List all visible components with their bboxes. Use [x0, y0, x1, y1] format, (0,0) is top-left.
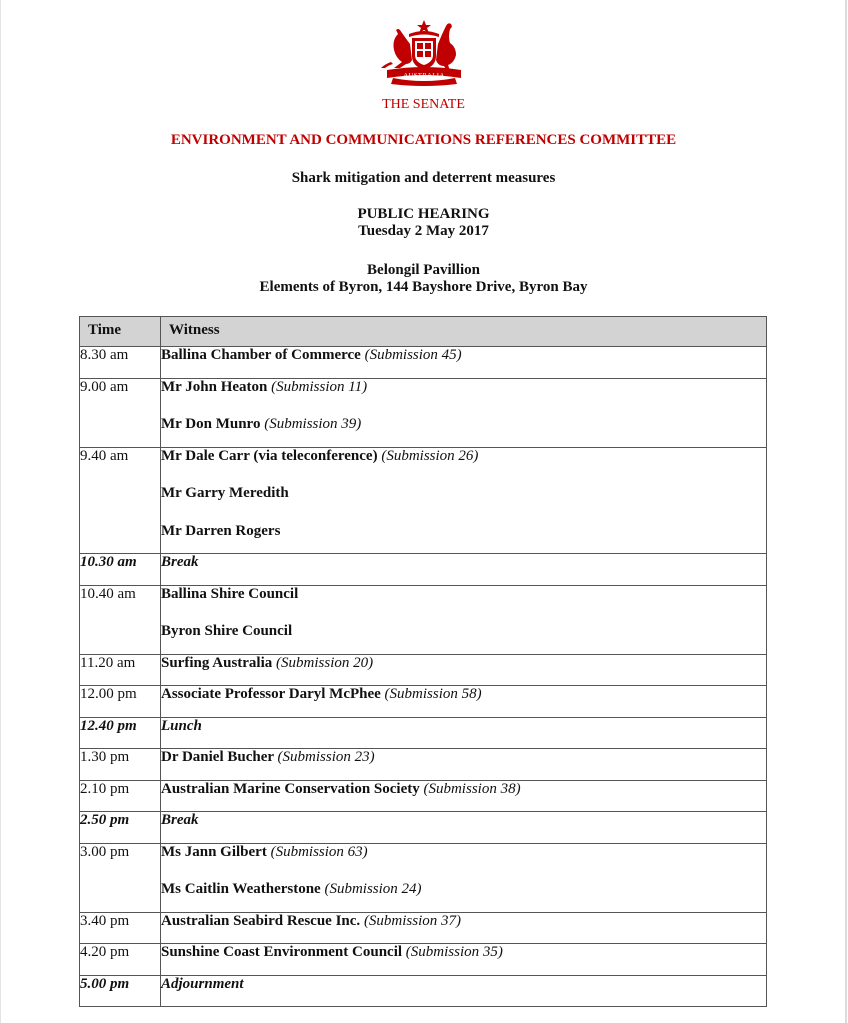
witness-name: Ballina Chamber of Commerce: [161, 347, 361, 363]
witness-entry: [161, 781, 766, 806]
table-header-row: [80, 317, 767, 347]
witness-cell: [161, 585, 767, 654]
submission-ref: (Submission 58): [384, 686, 482, 702]
submission-ref: (Submission 63): [270, 843, 368, 860]
witness-cell: [161, 912, 767, 944]
time-cell: 2.10 pm: [80, 780, 161, 812]
table-row: [80, 686, 767, 718]
time-cell: 12.00 pm: [80, 686, 161, 718]
witness-name: Mr Dale Carr (via teleconference): [161, 447, 378, 464]
time-cell: 10.40 am: [80, 585, 161, 654]
witness-entry: [161, 347, 766, 372]
hearing-type: PUBLIC HEARING: [357, 206, 490, 222]
witness-name: Byron Shire Council: [161, 623, 293, 639]
witness-entry: [161, 913, 766, 938]
page-edge: [845, 0, 847, 1023]
witness-cell: [161, 347, 767, 379]
witness-entry: [161, 416, 766, 441]
submission-ref: (Submission 11): [271, 378, 368, 395]
submission-ref: (Submission 26): [381, 447, 479, 464]
witness-name: Mr John Heaton: [161, 378, 268, 395]
witness-entry: [161, 844, 766, 882]
witness-name: Surfing Australia: [161, 654, 273, 671]
witness-entry: [161, 944, 766, 969]
inquiry-title: Shark mitigation and deterrent measures: [291, 170, 556, 186]
witness-name: Adjournment: [161, 975, 244, 992]
witness-name: Mr Garry Meredith: [161, 485, 289, 501]
witness-entry: [161, 485, 766, 523]
time-cell: 9.40 am: [80, 447, 161, 554]
table-row: [80, 717, 767, 749]
table-row: [80, 447, 767, 554]
time-cell: 8.30 am: [80, 347, 161, 379]
witness-name: Break: [161, 812, 199, 828]
table-row: [80, 749, 767, 781]
crest-label: AUSTRALIA: [403, 72, 445, 79]
submission-ref: (Submission 23): [277, 749, 375, 765]
time-cell: 9.00 am: [80, 378, 161, 447]
witness-name: Dr Daniel Bucher: [161, 749, 274, 765]
witness-entry: [161, 749, 766, 774]
witness-entry: [161, 586, 766, 624]
committee-heading: ENVIRONMENT AND COMMUNICATIONS REFERENCES COMMITTEE: [170, 132, 677, 148]
table-row: [80, 780, 767, 812]
witness-cell: [161, 812, 767, 844]
witness-entry: [161, 655, 766, 680]
venue-address: Elements of Byron, 144 Bayshore Drive, Byron Bay: [259, 279, 588, 295]
table-row: [80, 378, 767, 447]
witness-cell: [161, 378, 767, 447]
witness-entry: [161, 523, 766, 548]
time-cell: 10.30 am: [80, 554, 161, 586]
witness-cell: [161, 686, 767, 718]
table-row: [80, 944, 767, 976]
witness-entry: [161, 686, 766, 711]
table-row: [80, 554, 767, 586]
time-cell: 11.20 am: [80, 654, 161, 686]
submission-ref: (Submission 35): [405, 944, 503, 960]
venue-name: Belongil Pavillion: [367, 262, 480, 278]
witness-entry: [161, 379, 766, 417]
table-row: [80, 843, 767, 912]
witness-column-header: Witness: [161, 317, 767, 347]
table-row: [80, 585, 767, 654]
witness-cell: [161, 780, 767, 812]
witness-entry: [161, 448, 766, 486]
table-row: [80, 912, 767, 944]
venue-info: [1, 262, 846, 296]
time-cell: 12.40 pm: [80, 717, 161, 749]
submission-ref: (Submission 24): [324, 881, 422, 897]
witness-cell: [161, 944, 767, 976]
witness-cell: [161, 975, 767, 1007]
witness-name: Sunshine Coast Environment Council: [161, 944, 403, 960]
witness-cell: [161, 717, 767, 749]
session-break-label: [161, 976, 766, 1001]
time-cell: 1.30 pm: [80, 749, 161, 781]
witness-cell: [161, 843, 767, 912]
session-break-label: [161, 718, 766, 743]
table-row: [80, 654, 767, 686]
hearing-schedule-table: [79, 316, 767, 1007]
senate-heading: THE SENATE: [382, 97, 465, 112]
table-row: [80, 347, 767, 379]
hearing-info: [1, 206, 846, 240]
witness-name: Australian Marine Conservation Society: [161, 780, 420, 797]
hearing-date: Tuesday 2 May 2017: [358, 223, 489, 239]
submission-ref: (Submission 39): [264, 416, 362, 432]
table-row: [80, 975, 767, 1007]
time-cell: 5.00 pm: [80, 975, 161, 1007]
witness-cell: [161, 554, 767, 586]
witness-cell: [161, 447, 767, 554]
submission-ref: (Submission 37): [363, 912, 462, 929]
submission-ref: (Submission 20): [276, 654, 374, 671]
time-column-header: Time: [80, 317, 161, 347]
time-cell: 3.40 pm: [80, 912, 161, 944]
submission-ref: (Submission 45): [364, 347, 462, 363]
time-cell: 4.20 pm: [80, 944, 161, 976]
witness-cell: [161, 749, 767, 781]
time-cell: 2.50 pm: [80, 812, 161, 844]
witness-entry: [161, 623, 766, 648]
session-break-label: [161, 554, 766, 579]
witness-name: Australian Seabird Rescue Inc.: [161, 912, 361, 929]
time-cell: 3.00 pm: [80, 843, 161, 912]
witness-name: Lunch: [161, 717, 202, 734]
witness-name: Associate Professor Daryl McPhee: [161, 686, 381, 702]
witness-name: Ballina Shire Council: [161, 585, 299, 602]
session-break-label: [161, 812, 766, 837]
schedule-body: [80, 347, 767, 1007]
witness-cell: [161, 654, 767, 686]
witness-name: Mr Don Munro: [161, 416, 261, 432]
witness-entry: [161, 881, 766, 906]
witness-name: Ms Caitlin Weatherstone: [161, 881, 321, 897]
witness-name: Mr Darren Rogers: [161, 522, 281, 539]
table-row: [80, 812, 767, 844]
coat-of-arms: [379, 18, 469, 88]
witness-name: Ms Jann Gilbert: [161, 843, 267, 860]
submission-ref: (Submission 38): [423, 780, 521, 797]
witness-name: Break: [161, 554, 199, 570]
